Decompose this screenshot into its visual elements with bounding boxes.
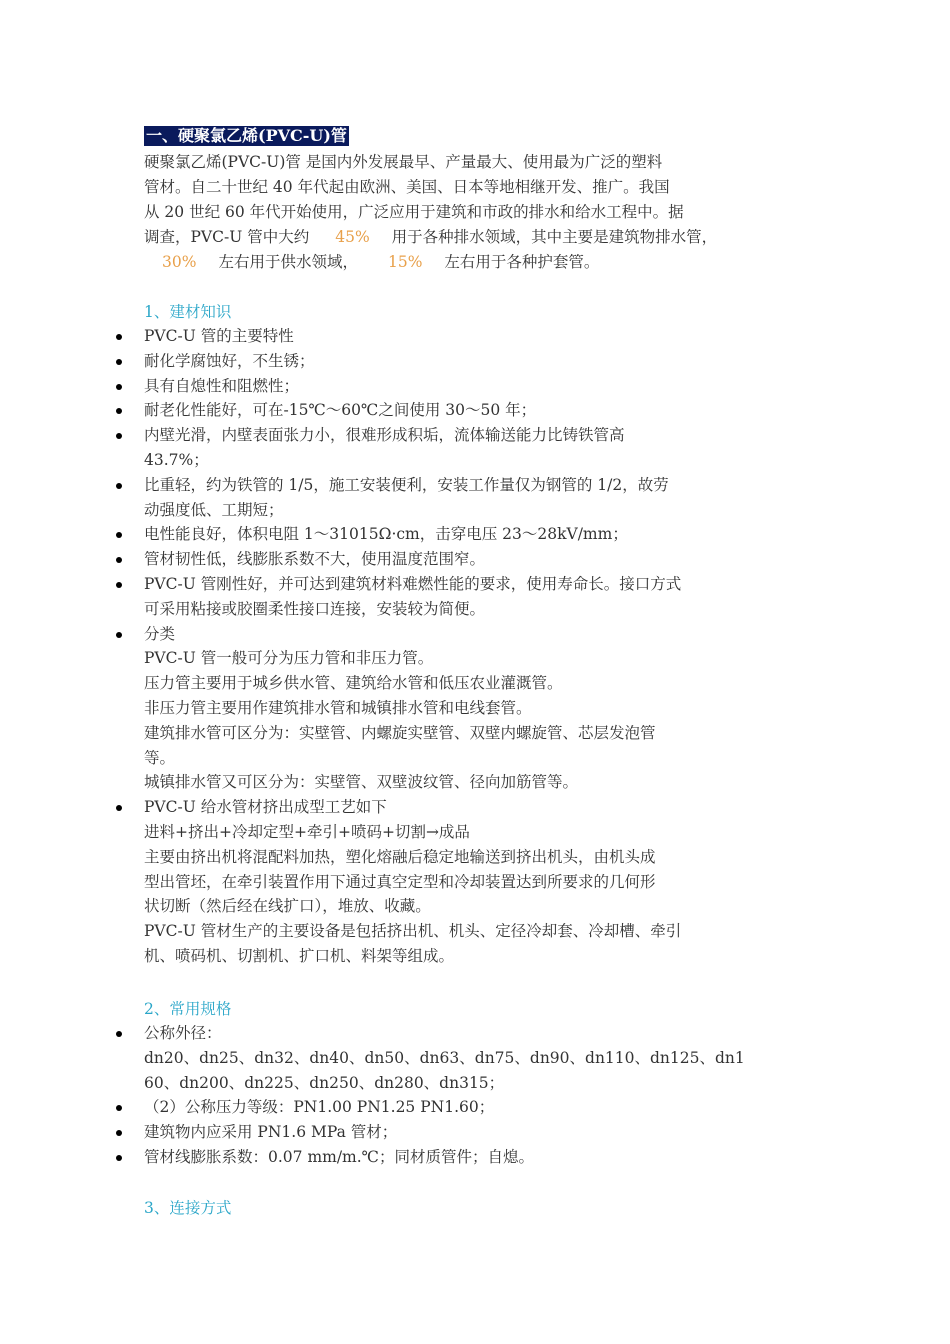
list-item-text: 公称外径：: [144, 1024, 222, 1042]
list-item-text: 比重轻，约为铁管的 1/5，施工安装便利，安装工作量仅为钢管的 1/2，故劳: [144, 475, 669, 494]
list-item: [144, 1095, 814, 1120]
intro-text: 用于各种排水领域，其中主要是建筑物排水管，: [391, 228, 718, 246]
list-item-text: PVC-U 管一般可分为压力管和非压力管。: [144, 649, 434, 668]
list-item: [144, 374, 814, 399]
section-heading-pvcu: 一、硬聚氯乙烯(PVC-U)管: [146, 126, 347, 145]
list-item-text: 动强度低、工期短；: [144, 500, 284, 519]
percent-value: 45%: [335, 228, 370, 246]
list-item: [144, 1120, 814, 1145]
list-item-text: 内壁光滑，内壁表面张力小，很难形成积垢，流体输送能力比铸铁管高: [144, 426, 625, 445]
list-item-text: 机、喷码机、切割机、扩口机、料架等组成。: [144, 946, 455, 965]
list-item-text: 进料+挤出+冷却定型+牵引+喷码+切割→成品: [144, 822, 470, 841]
list-item-text: PVC-U 管刚性好，并可达到建筑材料难燃性能的要求，使用寿命长。接口方式: [144, 574, 682, 593]
list-item-text: 电性能良好，体积电阻 1～31015Ω·cm，击穿电压 23～28kV/mm；: [144, 525, 628, 544]
list-item: [144, 423, 814, 473]
intro-line: 从 20 世纪 60 年代开始使用，广泛应用于建筑和市政的排水和给水工程中。据: [144, 203, 684, 221]
list-item: [144, 547, 814, 572]
list-item: [144, 572, 814, 622]
section-title-specs: 2、常用规格: [144, 1000, 232, 1018]
list-item-text: dn20、dn25、dn32、dn40、dn50、dn63、dn75、dn90、dn110、dn125、dn1: [144, 1048, 745, 1067]
intro-line: [144, 250, 809, 275]
list-item-text: 60、dn200、dn225、dn250、dn280、dn315；: [144, 1073, 505, 1092]
list-item-text: 具有自熄性和阻燃性；: [144, 376, 300, 395]
list-item-text: PVC-U 管材生产的主要设备是包括挤出机、机头、定径冷却套、冷却槽、牵引: [144, 922, 682, 941]
intro-line: 管材。自二十世纪 40 年代起由欧洲、美国、日本等地相继开发、推广。我国: [144, 178, 670, 196]
list-item-text: 分类: [144, 624, 176, 643]
materials-list: [144, 324, 814, 969]
list-item: [144, 473, 814, 523]
list-item: [144, 1021, 814, 1095]
list-item-text: PVC-U 管的主要特性: [144, 327, 294, 345]
percent-value: 15%: [387, 253, 423, 271]
section-title-materials: 1、建材知识: [144, 303, 232, 321]
section-title-connection: 3、连接方式: [144, 1199, 232, 1217]
list-item: [144, 349, 814, 374]
list-item-text: 管材线膨胀系数：0.07 mm/m.℃；同材质管件；自熄。: [144, 1147, 535, 1166]
list-item: [144, 398, 814, 423]
list-item: [144, 1145, 814, 1170]
list-item: [144, 522, 814, 547]
intro-text: 左右用于各种护套管。: [444, 253, 600, 271]
list-item: [144, 324, 814, 349]
specs-list: [144, 1021, 814, 1170]
list-item-text: PVC-U 给水管材挤出成型工艺如下: [144, 798, 387, 817]
list-item-text: 压力管主要用于城乡供水管、建筑给水管和低压农业灌溉管。: [144, 674, 563, 693]
list-item: [144, 795, 814, 969]
list-item-text: 型出管坯，在牵引装置作用下通过真空定型和冷却装置达到所要求的几何形: [144, 872, 656, 891]
list-item-text: 管材韧性低，线膨胀系数不大，使用温度范围窄。: [144, 550, 486, 569]
intro-text: 调查，PVC-U 管中大约: [144, 228, 310, 246]
percent-value: 30%: [162, 253, 197, 271]
list-item-text: 城镇排水管又可区分为：实壁管、双壁波纹管、径向加筋管等。: [144, 773, 579, 792]
intro-paragraph: [144, 150, 809, 275]
list-item-text: 建筑排水管可区分为：实壁管、内螺旋实壁管、双壁内螺旋管、芯层发泡管: [144, 723, 656, 742]
intro-line: [144, 225, 809, 250]
list-item-text: 可采用粘接或胶圈柔性接口连接，安装较为简便。: [144, 599, 486, 618]
list-item-text: 主要由挤出机将混配料加热，塑化熔融后稳定地输送到挤出机头，由机头成: [144, 847, 656, 866]
list-item-text: 耐老化性能好，可在-15℃～60℃之间使用 30～50 年；: [144, 401, 537, 420]
list-item-text: 非压力管主要用作建筑排水管和城镇排水管和电线套管。: [144, 698, 532, 717]
list-item-text: 43.7%；: [144, 450, 209, 469]
list-item-text: （2）公称压力等级：PN1.00 PN1.25 PN1.60；: [144, 1098, 495, 1117]
list-item: [144, 622, 814, 796]
list-item-text: 建筑物内应采用 PN1.6 MPa 管材；: [144, 1123, 398, 1142]
list-item-text: 耐化学腐蚀好，不生锈；: [144, 351, 315, 370]
intro-text: 左右用于供水领域，: [218, 253, 358, 271]
intro-line: 硬聚氯乙烯(PVC-U)管 是国内外发展最早、产量最大、使用最为广泛的塑料: [144, 153, 663, 171]
list-item-text: 状切断（然后经在线扩口），堆放、收藏。: [144, 897, 431, 916]
list-item-text: 等。: [144, 748, 176, 767]
